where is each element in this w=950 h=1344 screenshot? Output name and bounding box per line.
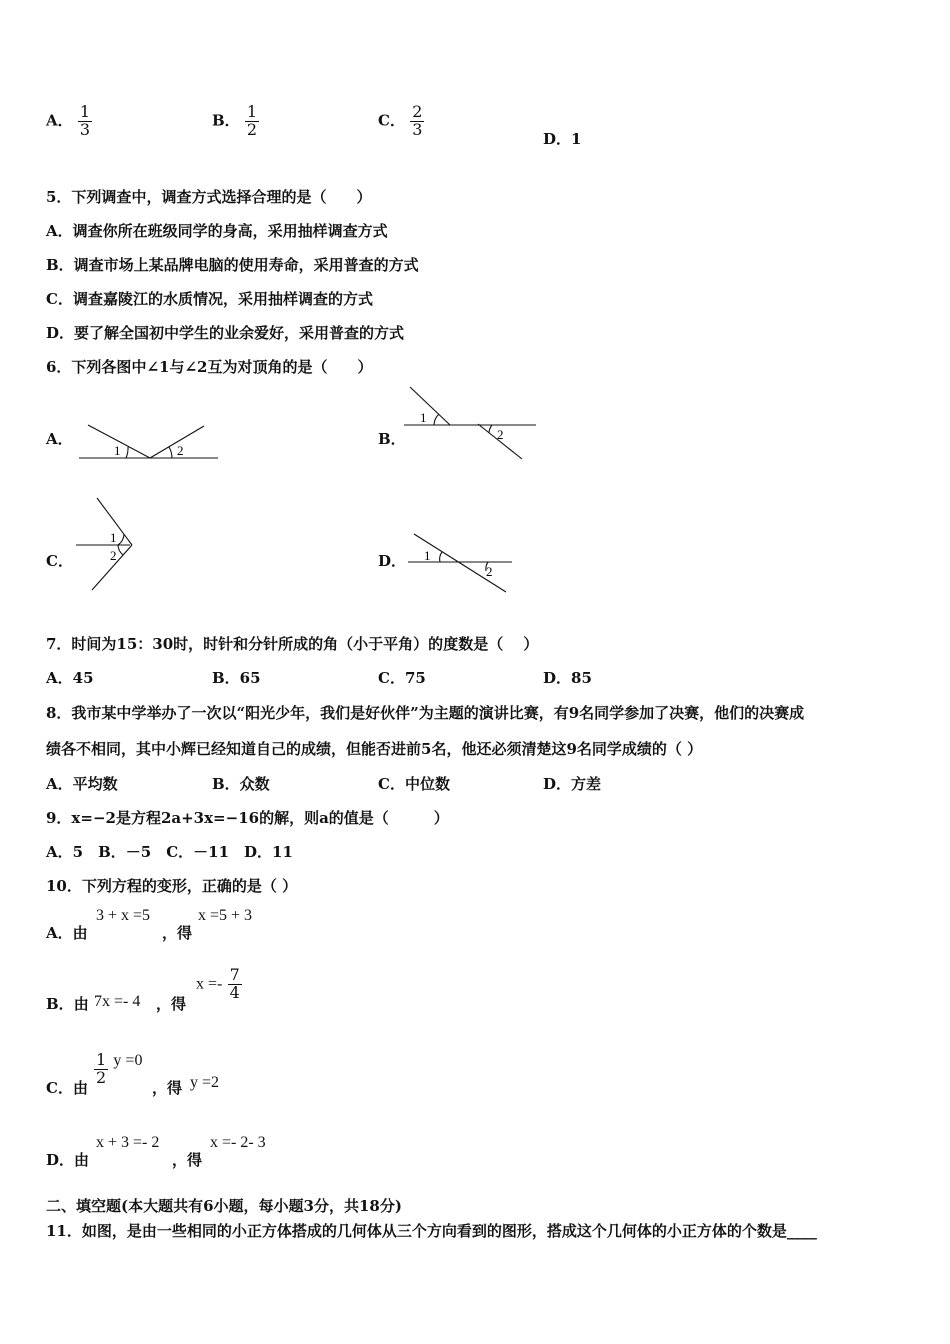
fraction: $\frac{7}{4}$ bbox=[229, 965, 240, 1002]
q10-c-de: ，得 bbox=[152, 1079, 183, 1097]
q10-b-de: ，得 bbox=[156, 995, 187, 1013]
angle-2-label: 2 bbox=[497, 427, 504, 442]
q5-stem: 5．下列调查中，调查方式选择合理的是（ ） bbox=[46, 188, 372, 206]
q11-stem: 11．如图，是由一些相同的小正方体搭成的几何体从三个方向看到的图形，搭成这个几何体的小正方体的个数是____ bbox=[46, 1222, 817, 1240]
q8-option-c: C．中位数 bbox=[378, 775, 450, 793]
q10-option-c-label: C．由 bbox=[46, 1079, 88, 1097]
section-2-heading: 二、填空题(本大题共有6小题，每小题3分，共18分) bbox=[46, 1197, 402, 1215]
angle-1-label: 1 bbox=[110, 530, 117, 545]
q9-stem: 9．x=−2是方程2a+3x=−16的解，则a的值是（ ） bbox=[46, 809, 449, 827]
q10-a-de: ，得 bbox=[162, 924, 193, 942]
q10-stem: 10．下列方程的变形，正确的是（ ） bbox=[46, 877, 298, 895]
transversal bbox=[414, 534, 506, 592]
arc-2 bbox=[169, 447, 172, 458]
q10-option-d-label: D．由 bbox=[46, 1151, 90, 1169]
q8-stem-line2: 绩各不相同，其中小辉已经知道自己的成绩，但能否进前5名，他还必须清楚这9名同学成绩的（ ） bbox=[46, 740, 703, 758]
fraction: $\frac{2}{3}$ bbox=[412, 102, 423, 139]
q4-option-a: A． $\frac{1}{3}$ bbox=[46, 102, 91, 139]
q10-c-equation-1: $\frac{1}{2}$ y =0 bbox=[96, 1050, 143, 1087]
q6-label-b: B． bbox=[378, 430, 406, 448]
figure-a bbox=[76, 420, 222, 464]
q9-options: A．5 B．－5 C．－11 D．11 bbox=[46, 843, 293, 861]
q5-option-a: A．调查你所在班级同学的身高，采用抽样调查方式 bbox=[46, 222, 388, 240]
angle-2-label: 2 bbox=[110, 548, 117, 563]
arc-1 bbox=[434, 414, 439, 425]
q10-a-equation-1: 3 + x =5 bbox=[96, 907, 151, 924]
q8-option-b: B．众数 bbox=[212, 775, 270, 793]
q10-option-b-label: B．由 bbox=[46, 995, 89, 1013]
arc-1 bbox=[440, 552, 442, 562]
q7-option-a: A．45 bbox=[46, 669, 94, 687]
figure-c bbox=[72, 494, 142, 594]
q8-option-a: A．平均数 bbox=[46, 775, 118, 793]
q10-d-equation-1: x + 3 =- 2 bbox=[96, 1134, 160, 1151]
figure-b bbox=[400, 382, 540, 464]
q10-c-equation-2: y =2 bbox=[190, 1074, 220, 1091]
q10-option-a-label: A．由 bbox=[46, 924, 88, 942]
q8-stem-line1: 8．我市某中学举办了一次以“阳光少年，我们是好伙伴”为主题的演讲比赛，有9名同学参加了决赛，他们的决赛成 bbox=[46, 704, 805, 722]
q7-option-c: C．75 bbox=[378, 669, 426, 687]
fraction: $\frac{1}{2}$ bbox=[96, 1050, 107, 1087]
q6-label-d: D． bbox=[378, 552, 407, 570]
angle-2-label: 2 bbox=[177, 443, 184, 458]
q6-label-c: C． bbox=[46, 552, 73, 570]
q10-b-equation-1: 7x =- 4 bbox=[94, 993, 141, 1010]
fraction: $\frac{1}{3}$ bbox=[79, 102, 91, 139]
q6-stem: 6．下列各图中∠1与∠2互为对顶角的是（ ） bbox=[46, 358, 373, 376]
q10-d-de: ，得 bbox=[172, 1151, 203, 1169]
q10-d-equation-2: x =- 2- 3 bbox=[210, 1134, 266, 1151]
angle-1-label: 1 bbox=[420, 410, 427, 425]
q5-option-d: D．要了解全国初中学生的业余爱好，采用普查的方式 bbox=[46, 324, 405, 342]
q8-option-d: D．方差 bbox=[543, 775, 602, 793]
q4-option-d: D．1 bbox=[543, 130, 582, 148]
q5-option-b: B．调查市场上某品牌电脑的使用寿命，采用普查的方式 bbox=[46, 256, 419, 274]
angle-1-label: 1 bbox=[424, 548, 431, 563]
q4-option-c: C． $\frac{2}{3}$ bbox=[378, 102, 423, 139]
angle-1-label: 1 bbox=[114, 443, 121, 458]
q10-b-equation-2: x =- $\frac{7}{4}$ bbox=[196, 965, 240, 1002]
angle-2-label: 2 bbox=[486, 564, 493, 579]
arc-1 bbox=[126, 447, 128, 458]
q7-option-b: B．65 bbox=[212, 669, 261, 687]
arc-1 bbox=[118, 534, 124, 545]
arc-2 bbox=[118, 545, 123, 555]
q5-option-c: C．调查嘉陵江的水质情况，采用抽样调查的方式 bbox=[46, 290, 373, 308]
q7-stem: 7．时间为15：30时，时针和分针所成的角（小于平角）的度数是（ ） bbox=[46, 635, 539, 653]
arc-2 bbox=[489, 425, 492, 433]
q7-option-d: D．85 bbox=[543, 669, 592, 687]
q6-label-a: A． bbox=[46, 430, 73, 448]
fraction: $\frac{1}{2}$ bbox=[246, 102, 258, 139]
figure-d bbox=[404, 528, 520, 596]
q4-option-b: B． $\frac{1}{2}$ bbox=[212, 102, 258, 139]
upper-ray bbox=[410, 387, 450, 425]
q10-a-equation-2: x =5 + 3 bbox=[198, 907, 253, 924]
